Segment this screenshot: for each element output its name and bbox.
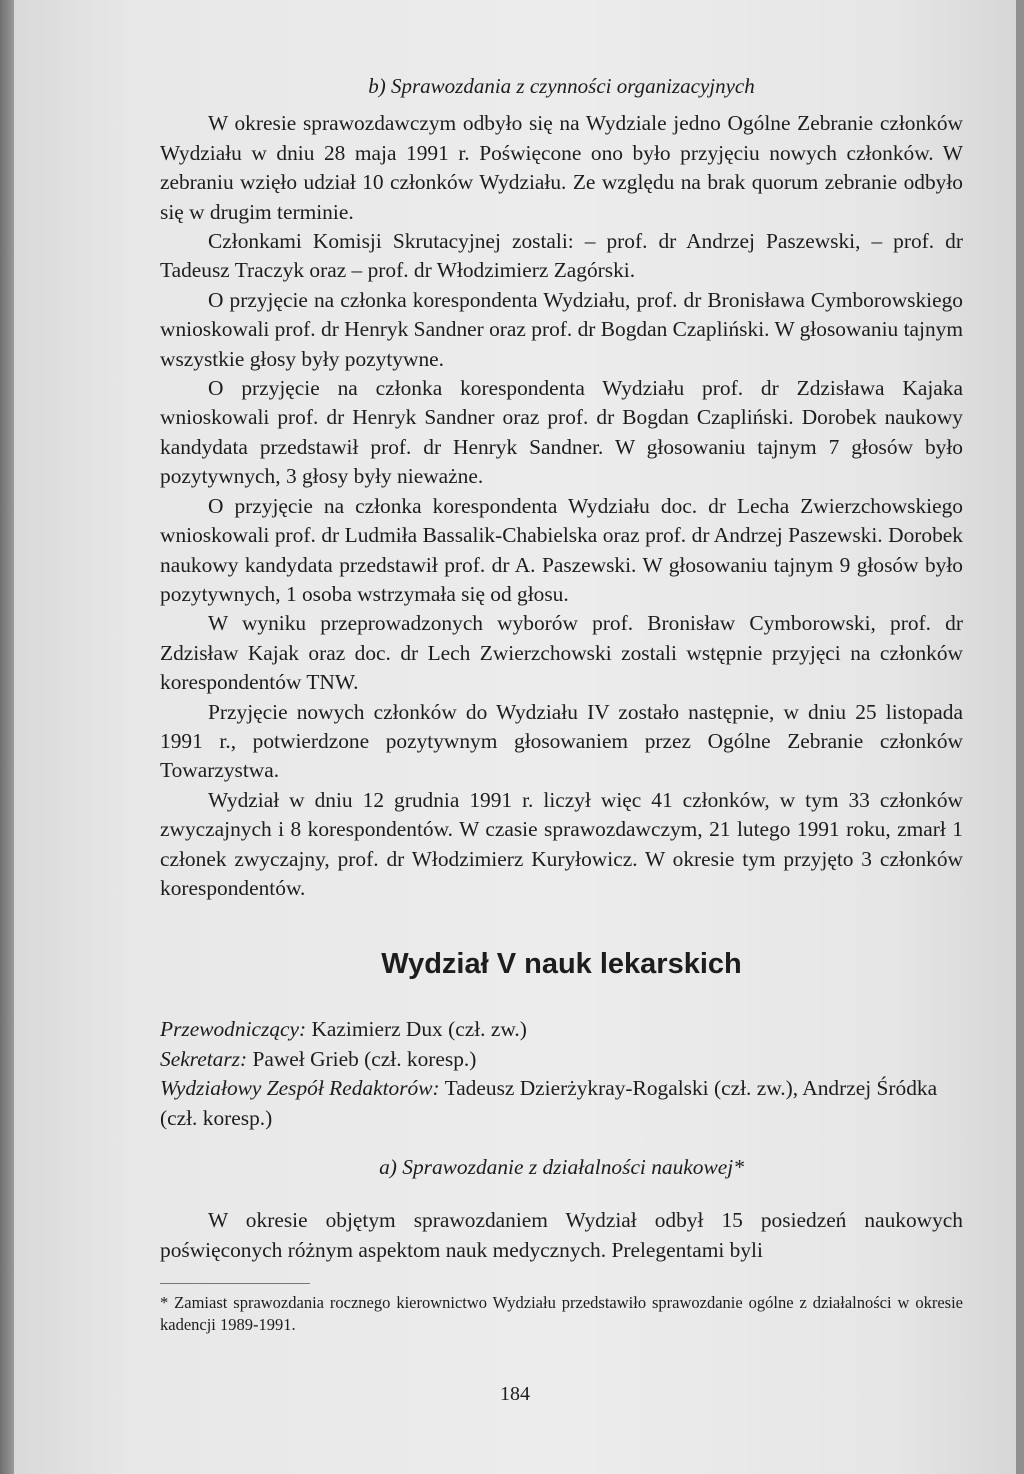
paragraph: W wyniku przeprowadzonych wyborów prof. Bronisław Cymborowski, prof. dr Zdzisław Kajak oraz doc. dr Lech Zwierzchowski zostali wstępnie przyjęci na członków korespondentów TNW. [160, 611, 963, 695]
secretary-line [160, 1045, 963, 1074]
section-b-heading: b) Sprawozdania z czynności organizacyjnych [368, 74, 755, 98]
paragraph: Wydział w dniu 12 grudnia 1991 r. liczył więc 41 członków, w tym 33 członków zwyczajnych i 8 korespondentów. W czasie sprawozdawczym, 21 lutego 1991 roku, zmarł 1 członek zwyczajny, prof. dr Włodzimierz Kuryłowicz. W okresie tym przyjęto 3 członków korespondentów. [160, 787, 963, 900]
paragraph: Członkami Komisji Skrutacyjnej zostali: – prof. dr Andrzej Paszewski, – prof. dr Tadeusz Traczyk oraz – prof. dr Włodzimierz Zagórski. [160, 229, 963, 283]
editors-label: Wydziałowy Zespół Redaktorów: [160, 1076, 440, 1101]
scan-left-edge [0, 0, 14, 1474]
chair-line [160, 1015, 963, 1044]
section-v-heading: Wydział V nauk lekarskich [381, 948, 742, 981]
footnote: * Zamiast sprawozdania rocznego kierownictwo Wydziału przedstawiło sprawozdanie ogólne z działalności w okresie kadencji 1989-1991. [160, 1293, 963, 1335]
page-number: 184 [500, 1383, 530, 1405]
editors-line [160, 1074, 963, 1133]
editors-value: Tadeusz Dzierżykray-Rogalski (czł. zw.), Andrzej Śródka (czł. koresp.) [160, 1076, 938, 1130]
paragraph: O przyjęcie na członka korespondenta Wydziału prof. dr Zdzisława Kajaka wnioskowali prof. dr Henryk Sandner oraz prof. dr Bogdan Czapliński. Dorobek naukowy kandydata przedstawił prof. dr Henryk Sandner. W głosowaniu tajnym 7 głosów było pozytywnych, 3 głosy były nieważne. [160, 376, 963, 489]
footnote-divider [160, 1283, 310, 1284]
paragraph: Przyjęcie nowych członków do Wydziału IV zostało następnie, w dniu 25 listopada 1991 r., potwierdzone pozytywnym głosowaniem przez Ogólne Zebranie członków Towarzystwa. [160, 699, 963, 783]
scanned-page [14, 0, 1016, 1474]
secretary-value: Paweł Grieb (czł. koresp.) [247, 1046, 477, 1071]
chair-value: Kazimierz Dux (czł. zw.) [306, 1017, 527, 1042]
chair-label: Przewodniczący: [160, 1017, 307, 1042]
secretary-label: Sekretarz: [160, 1046, 248, 1071]
committee-list [160, 1015, 963, 1133]
page-content [160, 72, 963, 1336]
paragraph: O przyjęcie na członka korespondenta Wydziału doc. dr Lecha Zwierzchowskiego wnioskowali prof. dr Ludmiła Bassalik-Chabielska oraz prof. dr Andrzej Paszewski. Dorobek naukowy kandydata przedstawił prof. dr A. Paszewski. W głosowaniu tajnym 9 głosów było pozytywnych, 1 osoba wstrzymała się od głosu. [160, 493, 963, 606]
paragraph: W okresie sprawozdawczym odbyło się na Wydziale jedno Ogólne Zebranie członków Wydziału w dniu 28 maja 1991 r. Poświęcone ono było przyjęciu nowych członków. W zebraniu wzięło udział 10 członków Wydziału. Ze względu na brak quorum zebranie odbyło się w drugim terminie. [160, 111, 963, 224]
section-a-heading: a) Sprawozdanie z działalności naukowej* [379, 1155, 744, 1179]
paragraph: O przyjęcie na członka korespondenta Wydziału, prof. dr Bronisława Cymborowskiego wnioskowali prof. dr Henryk Sandner oraz prof. dr Bogdan Czapliński. W głosowaniu tajnym wszystkie głosy były pozytywne. [160, 287, 963, 371]
paragraph: W okresie objętym sprawozdaniem Wydział odbył 15 posiedzeń naukowych poświęconych różnym aspektom nauk medycznych. Prelegentami byli [160, 1208, 963, 1262]
